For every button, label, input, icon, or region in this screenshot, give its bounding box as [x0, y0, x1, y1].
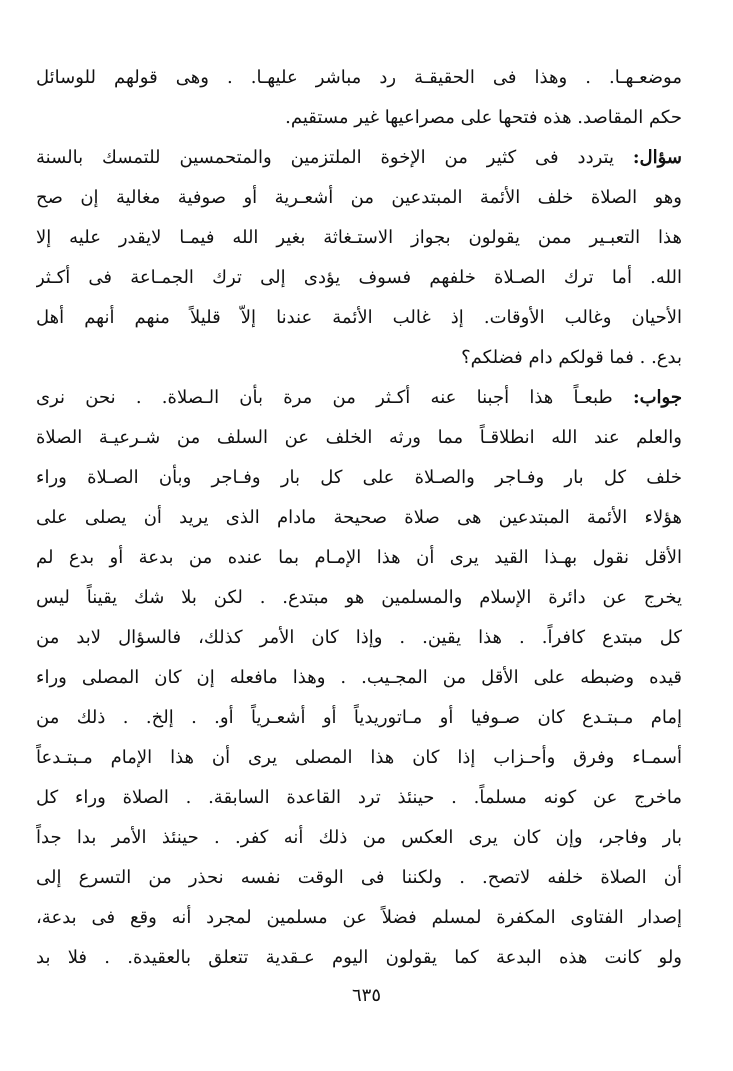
- text-line-content: يتردد فى كثير من الإخوة الملتزمين والمتحمسين للتمسك بالسنة: [36, 147, 614, 168]
- text-line: الأحيان وغالب الأوقات. إذ غالب الأئمة عندنا إلاّ قليلاً منهم أنهم أهل: [36, 307, 682, 328]
- page-number: ٦٣٥: [351, 985, 381, 1006]
- text-line: وهو الصلاة خلف الأئمة المبتدعين من أشعـرية أو صوفية مغالية إن صح: [36, 187, 682, 208]
- text-line: هذا التعبـير ممن يقولون بجواز الاستـغاثة بغير الله فيمـا لايقدر عليه إلا: [36, 227, 682, 248]
- text-line-content: طبعـاً هذا أجبنا عنه أكـثر من مرة بأن الـصلاة. . نحن نرى: [36, 387, 613, 408]
- text-line: [36, 378, 682, 418]
- text-line: بدع. . فما قولكم دام فضلكم؟: [461, 347, 682, 368]
- paragraph-question: [36, 138, 682, 378]
- paragraph-intro: [36, 58, 682, 138]
- text-line: الله. أما ترك الصـلاة خلفهم فسوف يؤدى إلى ترك الجمـاعة فى أكـثر: [36, 267, 682, 288]
- text-line: إمام مـبتـدع كان صـوفيا أو مـاتوريدياً أو أشعـرياً أو. . إلخ. . ذلك من: [36, 707, 682, 728]
- text-line: الأقل نقول بهـذا القيد يرى أن هذا الإمـام بما عنده من بدعة أو بدع لم: [36, 547, 682, 568]
- text-line: موضعـهـا. . وهذا فى الحقيقـة رد مباشر عليهـا. . وهى قولهم للوسائل: [36, 67, 682, 88]
- text-line: ماخرج عن كونه مسلماً. . حينئذ ترد القاعدة السابقة. . الصلاة وراء كل: [36, 787, 682, 808]
- text-line: [36, 138, 682, 178]
- text-line: ولو كانت هذه البدعة كما يقولون اليوم عـقدية تتعلق بالعقيدة. . فلا بد: [36, 947, 682, 968]
- text-line: إصدار الفتاوى المكفرة لمسلم فضلاً عن مسلمين لمجرد أنه وقع فى بدعة،: [36, 907, 682, 928]
- body-text: [36, 58, 682, 978]
- text-line: كل مبتدع كافراً. . هذا يقين. . وإذا كان الأمر كذلك، فالسؤال لابد من: [36, 627, 682, 648]
- text-line: هؤلاء الأئمة المبتدعين هى صلاة صحيحة مادام الذى يريد أن يصلى على: [36, 507, 682, 528]
- text-line: حكم المقاصد. هذه فتحها على مصراعيها غير مستقيم.: [285, 107, 682, 128]
- text-line: أسمـاء وفرق وأحـزاب إذا كان هذا المصلى يرى أن هذا الإمام مـبتـدعاً: [36, 747, 682, 768]
- paragraph-answer: [36, 378, 682, 978]
- text-line: خلف كل بار وفـاجر والصـلاة على كل بار وفـاجر وبأن الصـلاة وراء: [36, 467, 682, 488]
- question-label: سؤال:: [632, 147, 682, 168]
- text-line: والعلم عند الله انطلاقـاً مما ورثه الخلف عن السلف من شـرعيـة الصلاة: [36, 427, 682, 448]
- answer-label: جواب:: [632, 387, 682, 408]
- text-line: قيده وضبطه على الأقل من المجـيب. . وهذا مافعله إن كان المصلى وراء: [36, 667, 682, 688]
- text-line: بار وفاجر، وإن كان يرى العكس من ذلك أنه كفر. . حينئذ الأمر بدا جداً: [36, 827, 682, 848]
- text-line: يخرج عن دائرة الإسلام والمسلمين هو مبتدع. . لكن بلا شك يقيناً ليس: [36, 587, 682, 608]
- text-line: أن الصلاة خلفه لاتصح. . ولكننا فى الوقت نفسه نحذر من التسرع إلى: [36, 867, 682, 888]
